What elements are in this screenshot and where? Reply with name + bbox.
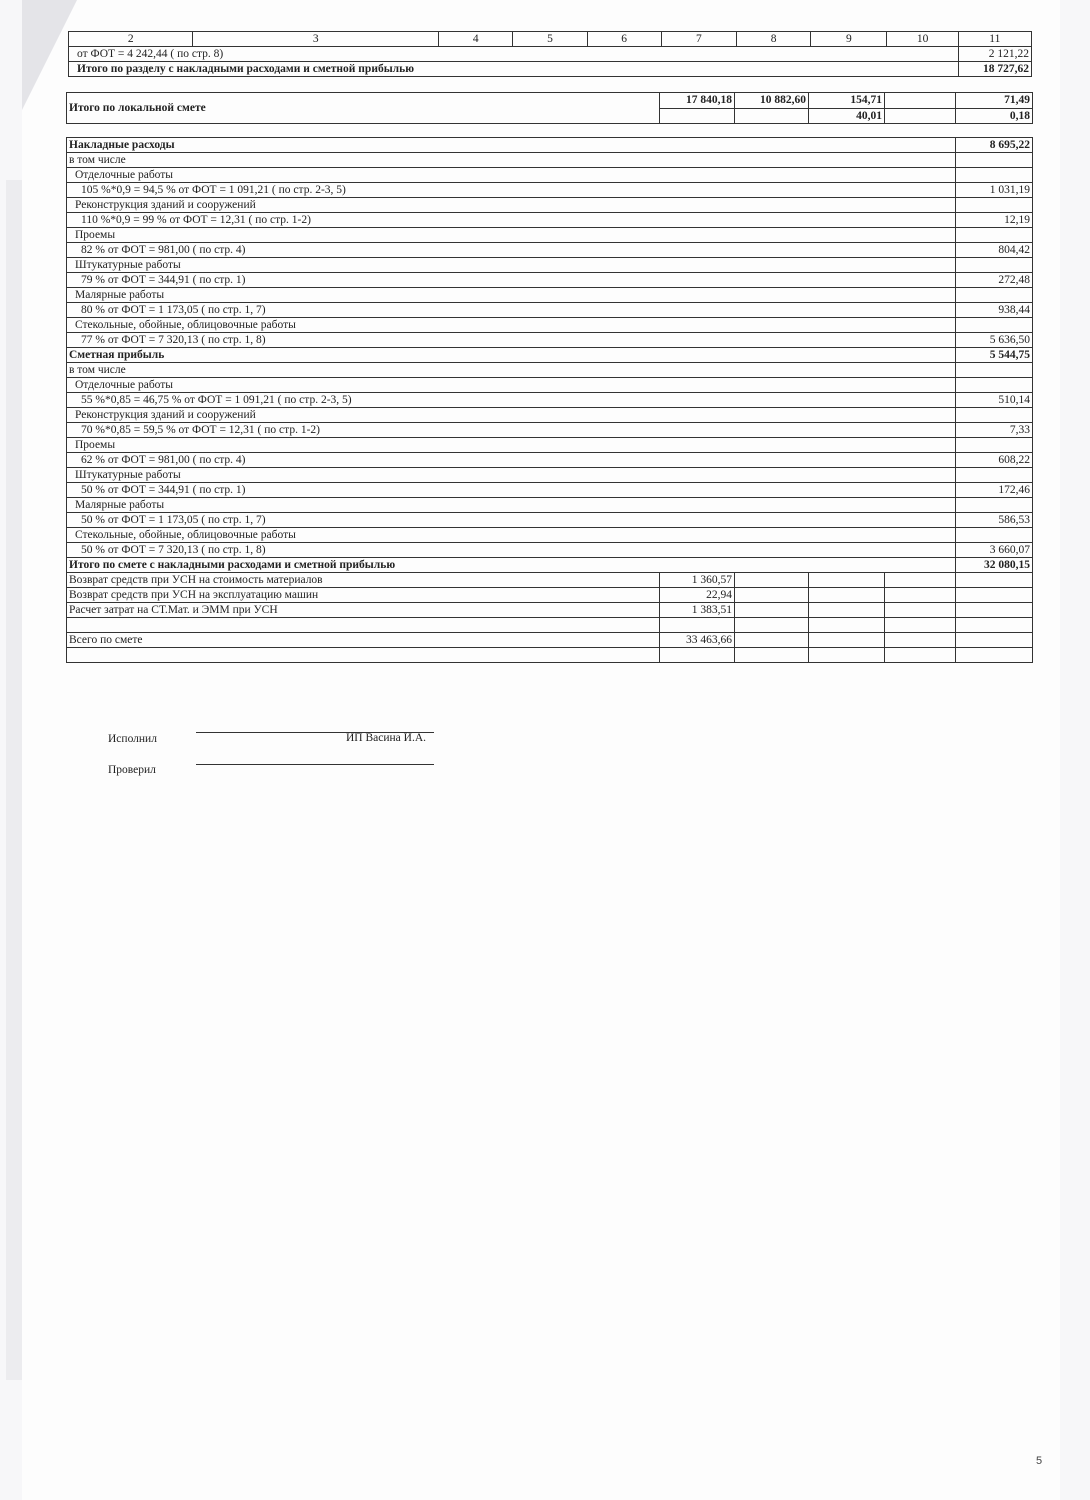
col-header-10: 10 xyxy=(887,32,958,47)
row-label: Накладные расходы xyxy=(67,138,956,153)
col-header-8: 8 xyxy=(737,32,811,47)
row-value xyxy=(956,528,1033,543)
table-row xyxy=(67,468,1033,483)
row-value xyxy=(956,258,1033,273)
row-value: 272,48 xyxy=(956,273,1033,288)
row-value xyxy=(956,228,1033,243)
col-header-9: 9 xyxy=(811,32,887,47)
row-value: 12,19 xyxy=(956,213,1033,228)
row-label: Малярные работы xyxy=(67,288,956,303)
row-label: Отделочные работы xyxy=(67,378,956,393)
table-row xyxy=(67,558,1033,573)
usn-row-empty-cell xyxy=(809,573,885,588)
row-value xyxy=(956,153,1033,168)
row-value: 938,44 xyxy=(956,303,1033,318)
table-row xyxy=(67,288,1033,303)
table-row xyxy=(67,393,1033,408)
usn-row-col7: 1 360,57 xyxy=(660,573,735,588)
row-value: 7,33 xyxy=(956,423,1033,438)
usn-row-empty-cell xyxy=(956,633,1033,648)
table-row xyxy=(67,453,1033,468)
row-label: Стекольные, обойные, облицовочные работы xyxy=(67,528,956,543)
usn-row-empty-cell xyxy=(956,648,1033,663)
col-header-3: 3 xyxy=(193,32,439,47)
row-label: 79 % от ФОТ = 344,91 ( по стр. 1) xyxy=(67,273,956,288)
col-header-6: 6 xyxy=(587,32,661,47)
table-row xyxy=(67,378,1033,393)
row-label: 110 %*0,9 = 99 % от ФОТ = 12,31 ( по стр. 1-2) xyxy=(67,213,956,228)
row-value: 5 636,50 xyxy=(956,333,1033,348)
usn-row-col7: 33 463,66 xyxy=(660,633,735,648)
table-row xyxy=(67,168,1033,183)
table-row xyxy=(67,603,1033,618)
local-total-col11-row2: 0,18 xyxy=(956,108,1033,124)
row-label: от ФОТ = 4 242,44 ( по стр. 8) xyxy=(69,47,959,62)
table-row xyxy=(67,228,1033,243)
local-total-col8: 10 882,60 xyxy=(735,93,809,109)
usn-row-empty-cell xyxy=(956,618,1033,633)
row-label: 55 %*0,85 = 46,75 % от ФОТ = 1 091,21 ( по стр. 2-3, 5) xyxy=(67,393,956,408)
row-value xyxy=(956,438,1033,453)
row-label: в том числе xyxy=(67,153,956,168)
row-value: 1 031,19 xyxy=(956,183,1033,198)
table-row xyxy=(69,47,1032,62)
table-row xyxy=(67,483,1033,498)
row-value: 586,53 xyxy=(956,513,1033,528)
table-row xyxy=(67,153,1033,168)
usn-row-empty-cell xyxy=(809,633,885,648)
usn-row-empty-cell xyxy=(885,648,956,663)
row-value: 2 121,22 xyxy=(958,47,1031,62)
row-label: Реконструкция зданий и сооружений xyxy=(67,198,956,213)
row-label: Малярные работы xyxy=(67,498,956,513)
table-row xyxy=(67,408,1033,423)
row-value xyxy=(956,318,1033,333)
checked-signature-line xyxy=(196,764,434,765)
section-total-value: 18 727,62 xyxy=(958,62,1031,77)
row-label: 105 %*0,9 = 94,5 % от ФОТ = 1 091,21 ( по стр. 2-3, 5) xyxy=(67,183,956,198)
table-row xyxy=(67,498,1033,513)
usn-row-label xyxy=(67,618,660,633)
table-row xyxy=(67,333,1033,348)
usn-row-empty-cell xyxy=(956,603,1033,618)
table-row xyxy=(67,198,1033,213)
usn-row-label: Возврат средств при УСН на стоимость материалов xyxy=(67,573,660,588)
row-value: 3 660,07 xyxy=(956,543,1033,558)
usn-row-label: Расчет затрат на СТ.Мат. и ЭММ при УСН xyxy=(67,603,660,618)
overhead-profit-table xyxy=(66,137,1033,663)
usn-row-empty-cell xyxy=(809,648,885,663)
table-row xyxy=(69,62,1032,77)
local-total-col10-row2 xyxy=(885,108,956,124)
table-row xyxy=(67,633,1033,648)
usn-row-label xyxy=(67,648,660,663)
table-row xyxy=(67,258,1033,273)
row-label: 70 %*0,85 = 59,5 % от ФОТ = 12,31 ( по стр. 1-2) xyxy=(67,423,956,438)
section-total-label: Итого по разделу с накладными расходами и сметной прибылью xyxy=(69,62,959,77)
table-row xyxy=(67,348,1033,363)
row-label: Сметная прибыль xyxy=(67,348,956,363)
row-label: 62 % от ФОТ = 981,00 ( по стр. 4) xyxy=(67,453,956,468)
row-label: Итого по смете с накладными расходами и сметной прибылью xyxy=(67,558,956,573)
col-header-4: 4 xyxy=(439,32,513,47)
local-total-label: Итого по локальной смете xyxy=(67,93,660,124)
row-label: 50 % от ФОТ = 344,91 ( по стр. 1) xyxy=(67,483,956,498)
row-label: Штукатурные работы xyxy=(67,258,956,273)
row-value: 172,46 xyxy=(956,483,1033,498)
usn-row-empty-cell xyxy=(956,573,1033,588)
usn-row-empty-cell xyxy=(735,573,809,588)
usn-row-empty-cell xyxy=(809,618,885,633)
table-row xyxy=(67,513,1033,528)
row-value: 5 544,75 xyxy=(956,348,1033,363)
top-summary-table xyxy=(68,31,1032,77)
usn-row-empty-cell xyxy=(885,573,956,588)
table-row xyxy=(67,648,1033,663)
table-row xyxy=(67,93,1033,109)
local-total-col9: 154,71 xyxy=(809,93,885,109)
table-row xyxy=(67,213,1033,228)
table-row xyxy=(67,543,1033,558)
row-label: Стекольные, обойные, облицовочные работы xyxy=(67,318,956,333)
col-header-7: 7 xyxy=(661,32,736,47)
row-value: 804,42 xyxy=(956,243,1033,258)
local-total-col7-row2 xyxy=(660,108,735,124)
column-number-header xyxy=(69,32,1032,47)
local-total-col8-row2 xyxy=(735,108,809,124)
row-value xyxy=(956,363,1033,378)
table-row xyxy=(67,573,1033,588)
table-row xyxy=(67,273,1033,288)
page-number: 5 xyxy=(1036,1455,1043,1467)
table-row xyxy=(67,588,1033,603)
row-value: 608,22 xyxy=(956,453,1033,468)
usn-row-empty-cell xyxy=(885,588,956,603)
row-label: Проемы xyxy=(67,438,956,453)
row-value: 32 080,15 xyxy=(956,558,1033,573)
row-label: 80 % от ФОТ = 1 173,05 ( по стр. 1, 7) xyxy=(67,303,956,318)
usn-row-col7 xyxy=(660,648,735,663)
local-total-col9-row2: 40,01 xyxy=(809,108,885,124)
table-row xyxy=(67,423,1033,438)
row-value: 8 695,22 xyxy=(956,138,1033,153)
row-label: 82 % от ФОТ = 981,00 ( по стр. 4) xyxy=(67,243,956,258)
row-label: 50 % от ФОТ = 7 320,13 ( по стр. 1, 8) xyxy=(67,543,956,558)
row-label: Проемы xyxy=(67,228,956,243)
usn-row-empty-cell xyxy=(735,588,809,603)
table-row xyxy=(67,528,1033,543)
row-value xyxy=(956,468,1033,483)
row-label: Реконструкция зданий и сооружений xyxy=(67,408,956,423)
usn-row-col7: 1 383,51 xyxy=(660,603,735,618)
executed-by-label: Исполнил xyxy=(108,733,157,745)
usn-row-empty-cell xyxy=(809,603,885,618)
usn-row-empty-cell xyxy=(956,588,1033,603)
usn-row-empty-cell xyxy=(735,618,809,633)
executed-by-name: ИП Васина И.А. xyxy=(346,732,427,744)
row-value xyxy=(956,168,1033,183)
table-row xyxy=(67,438,1033,453)
table-row xyxy=(67,138,1033,153)
row-label: 77 % от ФОТ = 7 320,13 ( по стр. 1, 8) xyxy=(67,333,956,348)
local-total-col10 xyxy=(885,93,956,109)
table-row xyxy=(67,243,1033,258)
row-label: 50 % от ФОТ = 1 173,05 ( по стр. 1, 7) xyxy=(67,513,956,528)
checked-by-label: Проверил xyxy=(108,764,156,776)
usn-row-empty-cell xyxy=(885,603,956,618)
table-row xyxy=(67,618,1033,633)
local-total-col7: 17 840,18 xyxy=(660,93,735,109)
table-row xyxy=(67,363,1033,378)
row-value xyxy=(956,498,1033,513)
row-label: Отделочные работы xyxy=(67,168,956,183)
row-value xyxy=(956,378,1033,393)
usn-row-empty-cell xyxy=(885,618,956,633)
row-value xyxy=(956,288,1033,303)
usn-row-empty-cell xyxy=(735,648,809,663)
usn-row-col7 xyxy=(660,618,735,633)
row-value xyxy=(956,198,1033,213)
local-total-col11: 71,49 xyxy=(956,93,1033,109)
col-header-5: 5 xyxy=(513,32,587,47)
usn-row-empty-cell xyxy=(809,588,885,603)
usn-row-empty-cell xyxy=(735,603,809,618)
row-value: 510,14 xyxy=(956,393,1033,408)
row-label: Штукатурные работы xyxy=(67,468,956,483)
usn-row-empty-cell xyxy=(885,633,956,648)
col-header-2: 2 xyxy=(69,32,193,47)
col-header-11: 11 xyxy=(958,32,1031,47)
usn-row-empty-cell xyxy=(735,633,809,648)
usn-row-label: Всего по смете xyxy=(67,633,660,648)
usn-row-col7: 22,94 xyxy=(660,588,735,603)
usn-row-label: Возврат средств при УСН на эксплуатацию машин xyxy=(67,588,660,603)
row-value xyxy=(956,408,1033,423)
table-row xyxy=(67,183,1033,198)
table-row xyxy=(67,303,1033,318)
row-label: в том числе xyxy=(67,363,956,378)
local-estimate-total-table xyxy=(66,92,1033,124)
table-row xyxy=(67,318,1033,333)
